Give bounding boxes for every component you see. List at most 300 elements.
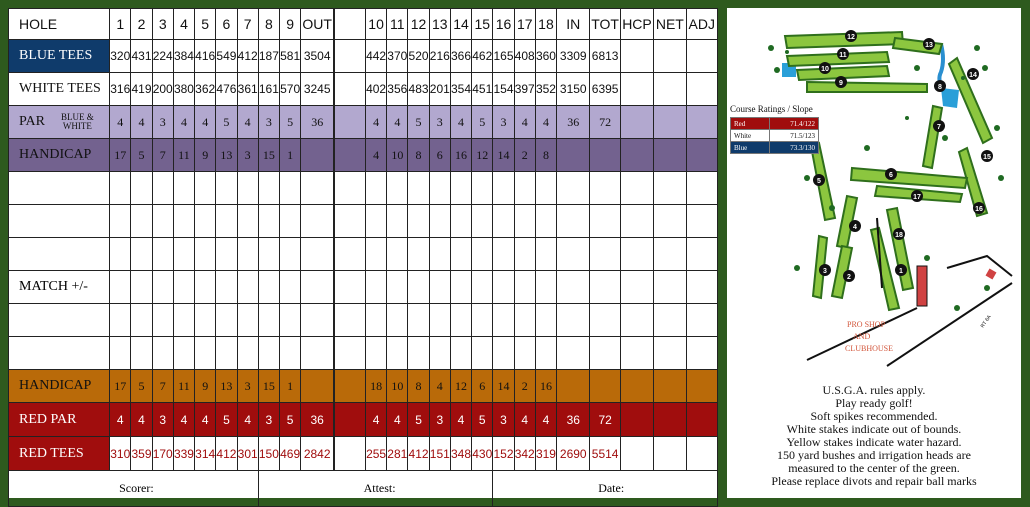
score-cell[interactable]: [131, 172, 152, 205]
course-ratings: [730, 104, 819, 154]
net-cell[interactable]: [654, 106, 686, 139]
score-cell[interactable]: [535, 337, 556, 370]
score-cell[interactable]: [365, 304, 386, 337]
hole-marker-label: 4: [853, 224, 857, 231]
yardage-cell: 161: [258, 73, 279, 106]
score-cell[interactable]: [110, 238, 131, 271]
hole-marker-12: [845, 30, 857, 42]
yardage-cell: 361: [237, 73, 258, 106]
score-cell[interactable]: [216, 238, 237, 271]
hcp-cell[interactable]: [620, 106, 653, 139]
score-cell[interactable]: [450, 337, 471, 370]
par-label-cell: [9, 106, 110, 139]
score-cell[interactable]: [280, 205, 301, 238]
score-cell[interactable]: [387, 205, 408, 238]
attest-field[interactable]: [258, 471, 493, 507]
score-cell[interactable]: [237, 304, 258, 337]
hole-marker-17: [911, 190, 923, 202]
player-row[interactable]: [9, 205, 718, 238]
hcp-cell[interactable]: [620, 40, 653, 73]
score-cell[interactable]: [152, 271, 173, 304]
score-cell[interactable]: [472, 304, 493, 337]
attest-label: Attest:: [363, 481, 396, 495]
hole-marker-1: [895, 264, 907, 276]
scorer-field[interactable]: [9, 471, 259, 507]
player-row[interactable]: [9, 337, 718, 370]
out-total[interactable]: [301, 337, 334, 370]
score-cell[interactable]: [131, 205, 152, 238]
hcp-cell[interactable]: [620, 73, 653, 106]
handicap-cell: 16: [535, 370, 556, 403]
score-cell[interactable]: [408, 238, 429, 271]
yardage-cell: 412: [216, 437, 237, 471]
score-cell[interactable]: [258, 172, 279, 205]
net-cell[interactable]: [654, 370, 686, 403]
score-cell[interactable]: [280, 304, 301, 337]
score-cell[interactable]: [173, 205, 194, 238]
score-cell[interactable]: [450, 238, 471, 271]
in-total[interactable]: [557, 205, 590, 238]
yardage-cell: 570: [280, 73, 301, 106]
score-cell[interactable]: [535, 172, 556, 205]
score-cell[interactable]: [429, 337, 450, 370]
clubhouse-building: [917, 266, 927, 306]
out-total: 36: [301, 403, 334, 437]
score-cell[interactable]: [237, 205, 258, 238]
score-cell[interactable]: [195, 238, 216, 271]
score-cell[interactable]: [493, 172, 514, 205]
match-row[interactable]: [9, 271, 718, 304]
handicap-cell: 15: [258, 139, 279, 172]
rating-row-blue: [731, 142, 819, 154]
hole-marker-label: 2: [847, 274, 851, 281]
par-cell: 4: [365, 403, 386, 437]
score-cell[interactable]: [110, 304, 131, 337]
score-cell[interactable]: [493, 304, 514, 337]
score-cell[interactable]: [258, 205, 279, 238]
yardage-cell: 469: [280, 437, 301, 471]
score-cell[interactable]: [280, 271, 301, 304]
score-cell[interactable]: [152, 304, 173, 337]
yardage-cell: 370: [387, 40, 408, 73]
yardage-cell: 380: [173, 73, 194, 106]
score-cell[interactable]: [365, 337, 386, 370]
score-cell[interactable]: [173, 238, 194, 271]
hole-marker-13: [923, 38, 935, 50]
yardage-cell: 342: [514, 437, 535, 471]
gap-cell: [334, 370, 365, 403]
score-cell[interactable]: [152, 238, 173, 271]
in-total[interactable]: [557, 238, 590, 271]
score-cell[interactable]: [535, 205, 556, 238]
date-field[interactable]: [493, 471, 718, 507]
score-cell[interactable]: [429, 205, 450, 238]
hcp-cell[interactable]: [620, 403, 653, 437]
score-cell[interactable]: [173, 304, 194, 337]
scorecard: [8, 8, 718, 498]
out-total: 36: [301, 106, 334, 139]
handicap-red-label: HANDICAP: [9, 370, 110, 403]
score-cell[interactable]: [195, 271, 216, 304]
score-cell[interactable]: [408, 304, 429, 337]
score-cell[interactable]: [110, 205, 131, 238]
hole-marker-14: [967, 68, 979, 80]
hole-number: 5: [195, 9, 216, 40]
out-total[interactable]: [301, 172, 334, 205]
score-cell[interactable]: [387, 271, 408, 304]
tot-header: TOT: [590, 9, 620, 40]
hole-number: 1: [110, 9, 131, 40]
hcp-cell[interactable]: [620, 437, 653, 471]
yardage-cell: 319: [535, 437, 556, 471]
adj-cell[interactable]: [686, 172, 717, 205]
score-cell[interactable]: [429, 238, 450, 271]
handicap-cell: 12: [450, 370, 471, 403]
score-cell[interactable]: [152, 172, 173, 205]
score-cell[interactable]: [514, 304, 535, 337]
out-total[interactable]: [301, 238, 334, 271]
gap-cell: [334, 40, 365, 73]
hole-number: 12: [408, 9, 429, 40]
score-cell[interactable]: [173, 337, 194, 370]
hole-number: 15: [472, 9, 493, 40]
score-cell[interactable]: [365, 205, 386, 238]
player-name-cell[interactable]: [9, 304, 110, 337]
score-cell[interactable]: [131, 271, 152, 304]
gap-cell: [334, 337, 365, 370]
player-row[interactable]: [9, 304, 718, 337]
net-cell[interactable]: [654, 205, 686, 238]
white-tees-row: [9, 73, 718, 106]
hole-number: 17: [514, 9, 535, 40]
hcp-cell[interactable]: [620, 172, 653, 205]
score-cell[interactable]: [131, 238, 152, 271]
handicap-cell: 8: [535, 139, 556, 172]
adj-cell[interactable]: [686, 271, 717, 304]
net-cell[interactable]: [654, 304, 686, 337]
yardage-cell: 165: [493, 40, 514, 73]
handicap-cell: 12: [472, 139, 493, 172]
score-cell[interactable]: [195, 205, 216, 238]
score-cell[interactable]: [493, 205, 514, 238]
adj-cell[interactable]: [686, 139, 717, 172]
score-cell[interactable]: [472, 238, 493, 271]
hcp-cell[interactable]: [620, 304, 653, 337]
score-cell[interactable]: [110, 271, 131, 304]
player-name-cell[interactable]: [9, 172, 110, 205]
score-cell[interactable]: [408, 271, 429, 304]
blue-tees-row: [9, 40, 718, 73]
score-cell[interactable]: [216, 172, 237, 205]
yardage-cell: 462: [472, 40, 493, 73]
adj-cell[interactable]: [686, 238, 717, 271]
yardage-cell: 581: [280, 40, 301, 73]
score-cell[interactable]: [387, 238, 408, 271]
score-cell[interactable]: [280, 337, 301, 370]
handicap-cell: 1: [280, 370, 301, 403]
score-cell[interactable]: [387, 172, 408, 205]
score-cell[interactable]: [408, 172, 429, 205]
score-cell[interactable]: [280, 238, 301, 271]
hole-marker-18: [893, 228, 905, 240]
yardage-cell: 200: [152, 73, 173, 106]
yardage-cell: 352: [535, 73, 556, 106]
net-cell[interactable]: [654, 139, 686, 172]
score-cell[interactable]: [258, 337, 279, 370]
ratings-table: [730, 117, 819, 154]
player-row[interactable]: [9, 238, 718, 271]
score-cell[interactable]: [216, 271, 237, 304]
yardage-cell: 549: [216, 40, 237, 73]
score-cell[interactable]: [472, 172, 493, 205]
footer-row: [9, 471, 718, 507]
score-cell[interactable]: [110, 337, 131, 370]
score-cell[interactable]: [258, 271, 279, 304]
net-cell[interactable]: [654, 271, 686, 304]
hole-marker-label: 13: [925, 42, 933, 49]
rating-tee: Red: [731, 118, 770, 130]
gap-cell: [334, 106, 365, 139]
score-cell[interactable]: [152, 205, 173, 238]
hcp-cell[interactable]: [620, 238, 653, 271]
handicap-cell: 11: [173, 370, 194, 403]
gap-cell: [334, 238, 365, 271]
yardage-cell: 224: [152, 40, 173, 73]
handicap-cell: 3: [237, 370, 258, 403]
handicap-cell: 6: [429, 139, 450, 172]
hole-marker-label: 1: [899, 268, 903, 275]
score-cell[interactable]: [493, 238, 514, 271]
score-cell[interactable]: [152, 337, 173, 370]
par-cell: 4: [131, 403, 152, 437]
hcp-cell[interactable]: [620, 205, 653, 238]
yardage-cell: 431: [131, 40, 152, 73]
in-total: 36: [557, 106, 590, 139]
score-cell[interactable]: [408, 205, 429, 238]
adj-cell[interactable]: [686, 40, 717, 73]
par-row: [9, 106, 718, 139]
score-cell[interactable]: [173, 172, 194, 205]
score-cell[interactable]: [237, 337, 258, 370]
scorecard-table: [8, 8, 718, 507]
score-cell[interactable]: [387, 337, 408, 370]
score-cell[interactable]: [450, 205, 471, 238]
yardage-cell: 451: [472, 73, 493, 106]
score-cell[interactable]: [450, 304, 471, 337]
adj-cell[interactable]: [686, 337, 717, 370]
adj-cell[interactable]: [686, 205, 717, 238]
score-cell[interactable]: [237, 238, 258, 271]
grand-total[interactable]: [590, 172, 620, 205]
hole-marker-8: [934, 80, 946, 92]
grand-total[interactable]: [590, 271, 620, 304]
handicap-cell: 5: [131, 139, 152, 172]
handicap-cell: 14: [493, 139, 514, 172]
score-cell[interactable]: [514, 172, 535, 205]
handicap-cell: 17: [110, 139, 131, 172]
adj-cell[interactable]: [686, 73, 717, 106]
out-total[interactable]: [301, 304, 334, 337]
grand-total[interactable]: [590, 205, 620, 238]
yardage-cell: 408: [514, 40, 535, 73]
grand-total: 5514: [590, 437, 620, 471]
gap-cell: [334, 403, 365, 437]
yardage-cell: 154: [493, 73, 514, 106]
yardage-cell: 520: [408, 40, 429, 73]
out-total[interactable]: [301, 205, 334, 238]
par-cell: 4: [173, 403, 194, 437]
net-cell[interactable]: [654, 40, 686, 73]
grand-total[interactable]: [590, 337, 620, 370]
rating-value: 71.4/122: [770, 118, 819, 130]
yardage-cell: 314: [195, 437, 216, 471]
hole-marker-label: 6: [889, 172, 893, 179]
net-cell[interactable]: [654, 73, 686, 106]
grand-total[interactable]: [590, 304, 620, 337]
score-cell[interactable]: [450, 271, 471, 304]
net-header: NET: [654, 9, 686, 40]
score-cell[interactable]: [472, 337, 493, 370]
red-par-label: RED PAR: [9, 403, 110, 437]
hole-marker-4: [849, 220, 861, 232]
in-total[interactable]: [557, 304, 590, 337]
handicap-cell: 7: [152, 370, 173, 403]
score-cell[interactable]: [493, 337, 514, 370]
hole-marker-15: [981, 150, 993, 162]
score-cell[interactable]: [216, 304, 237, 337]
grand-total[interactable]: [590, 238, 620, 271]
rule-line: 150 yard bushes and irrigation heads are: [777, 448, 971, 462]
hole-marker-label: 11: [839, 52, 847, 59]
handicap-red-row: [9, 370, 718, 403]
score-cell[interactable]: [365, 271, 386, 304]
score-cell[interactable]: [237, 271, 258, 304]
adj-cell[interactable]: [686, 304, 717, 337]
net-cell[interactable]: [654, 403, 686, 437]
score-cell[interactable]: [535, 238, 556, 271]
yardage-cell: 348: [450, 437, 471, 471]
score-cell[interactable]: [131, 304, 152, 337]
net-cell[interactable]: [654, 172, 686, 205]
hole-number: 8: [258, 9, 279, 40]
hcp-cell[interactable]: [620, 271, 653, 304]
score-cell[interactable]: [514, 271, 535, 304]
hcp-cell[interactable]: [620, 139, 653, 172]
fairway: [785, 32, 903, 48]
adj-cell[interactable]: [686, 106, 717, 139]
score-cell[interactable]: [408, 337, 429, 370]
out-total: [301, 139, 334, 172]
score-cell[interactable]: [387, 304, 408, 337]
gap-cell: [334, 271, 365, 304]
gap-cell: [334, 172, 365, 205]
player-name-cell[interactable]: [9, 205, 110, 238]
score-cell[interactable]: [365, 172, 386, 205]
score-cell[interactable]: [472, 271, 493, 304]
yardage-cell: 281: [387, 437, 408, 471]
adj-cell[interactable]: [686, 403, 717, 437]
handicap-cell: 6: [472, 370, 493, 403]
handicap-cell: 14: [493, 370, 514, 403]
score-cell[interactable]: [258, 238, 279, 271]
handicap-cell: 1: [280, 139, 301, 172]
par-cell: 4: [110, 403, 131, 437]
adj-cell[interactable]: [686, 437, 717, 471]
in-total[interactable]: [557, 271, 590, 304]
scorer-label: Scorer:: [119, 481, 154, 495]
hole-marker-7: [933, 120, 945, 132]
score-cell[interactable]: [514, 238, 535, 271]
net-cell[interactable]: [654, 238, 686, 271]
hcp-cell[interactable]: [620, 337, 653, 370]
yardage-cell: 170: [152, 437, 173, 471]
hole-marker-label: 16: [975, 206, 983, 213]
score-cell[interactable]: [216, 205, 237, 238]
in-total[interactable]: [557, 172, 590, 205]
hole-number: 10: [365, 9, 386, 40]
score-cell[interactable]: [131, 337, 152, 370]
player-name-cell[interactable]: [9, 238, 110, 271]
in-total[interactable]: [557, 337, 590, 370]
score-cell[interactable]: [195, 304, 216, 337]
score-cell[interactable]: [535, 304, 556, 337]
score-cell[interactable]: [365, 238, 386, 271]
yardage-cell: 419: [131, 73, 152, 106]
score-cell[interactable]: [493, 271, 514, 304]
yardage-cell: 151: [429, 437, 450, 471]
ratings-title: Course Ratings / Slope: [730, 104, 813, 114]
score-cell[interactable]: [195, 172, 216, 205]
out-total: 3504: [301, 40, 334, 73]
in-total: 36: [557, 403, 590, 437]
score-cell[interactable]: [514, 337, 535, 370]
score-cell[interactable]: [535, 271, 556, 304]
score-cell[interactable]: [258, 304, 279, 337]
par-cell: 5: [472, 106, 493, 139]
score-cell[interactable]: [280, 172, 301, 205]
player-row[interactable]: [9, 172, 718, 205]
net-cell[interactable]: [654, 337, 686, 370]
score-cell[interactable]: [472, 205, 493, 238]
score-cell[interactable]: [429, 304, 450, 337]
score-cell[interactable]: [195, 337, 216, 370]
out-total[interactable]: [301, 271, 334, 304]
score-cell[interactable]: [173, 271, 194, 304]
score-cell[interactable]: [429, 172, 450, 205]
hcp-cell[interactable]: [620, 370, 653, 403]
yardage-cell: 416: [195, 40, 216, 73]
hole-label: HOLE: [9, 9, 110, 40]
hole-marker-label: 3: [823, 268, 827, 275]
yardage-cell: 356: [387, 73, 408, 106]
par-sublabel: [61, 113, 94, 131]
score-cell[interactable]: [110, 172, 131, 205]
in-header: IN: [557, 9, 590, 40]
score-cell[interactable]: [450, 172, 471, 205]
player-name-cell[interactable]: [9, 337, 110, 370]
handicap-cell: 13: [216, 370, 237, 403]
hole-marker-9: [835, 76, 847, 88]
score-cell[interactable]: [514, 205, 535, 238]
handicap-cell: 8: [408, 370, 429, 403]
score-cell[interactable]: [429, 271, 450, 304]
par-cell: 4: [450, 403, 471, 437]
score-cell[interactable]: [237, 172, 258, 205]
net-cell[interactable]: [654, 437, 686, 471]
score-cell[interactable]: [216, 337, 237, 370]
adj-cell[interactable]: [686, 370, 717, 403]
handicap-cell: 9: [195, 139, 216, 172]
